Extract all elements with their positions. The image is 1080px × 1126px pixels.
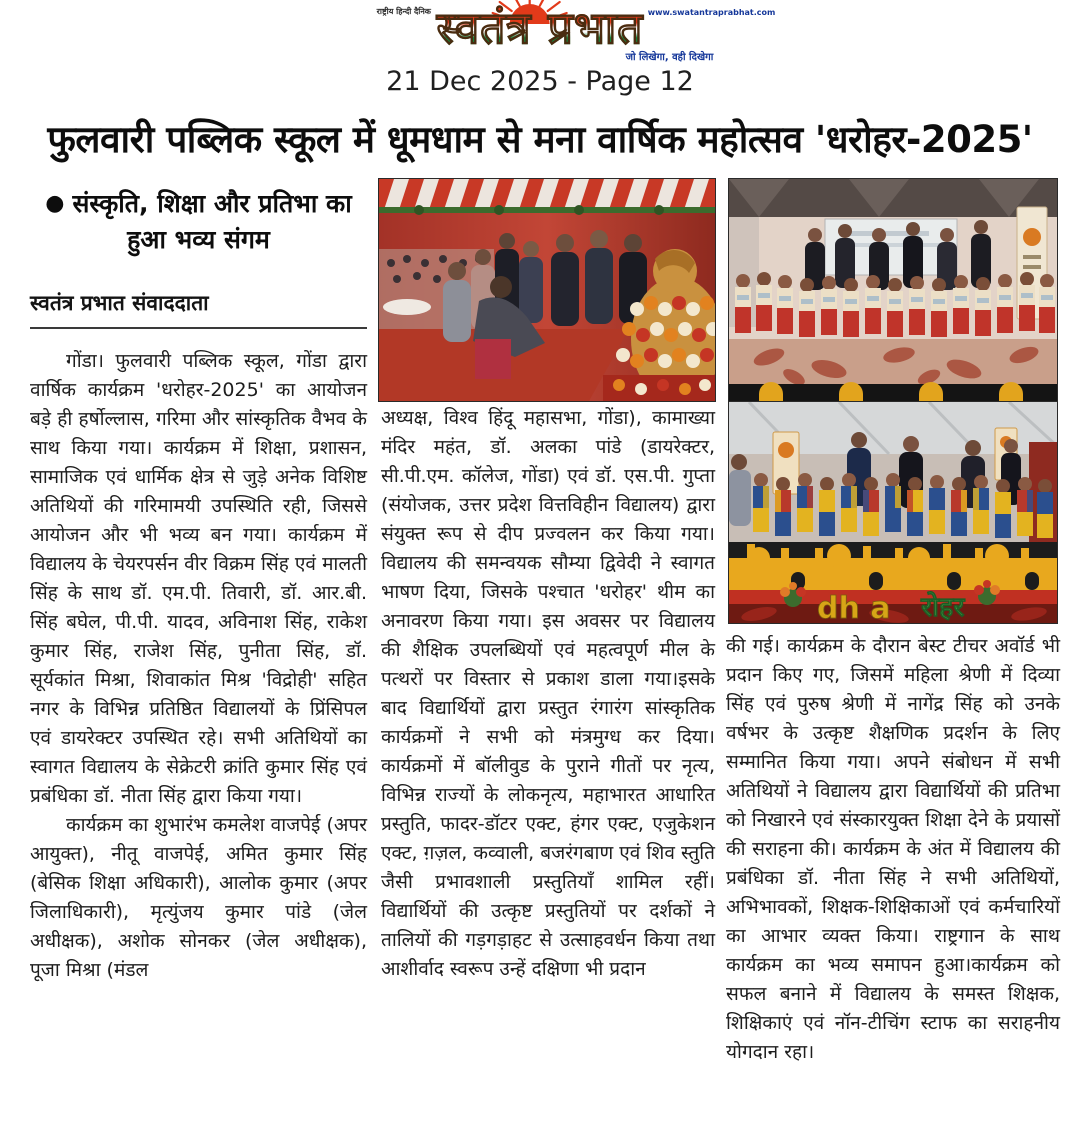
- subheadline-text: संस्कृति, शिक्षा और प्रतिभा का हुआ भव्य संगम: [72, 189, 352, 255]
- column-1: [30, 186, 367, 985]
- bullet-icon: ●: [45, 191, 65, 216]
- masthead: [0, 3, 1080, 98]
- stage-letters-devanagari: रोहर: [921, 592, 965, 623]
- body-paragraph: अध्यक्ष, विश्व हिंदू महासभा, गोंडा), कामाख्या मंदिर महंत, डॉ. अलका पांडे (डायरेक्टर, सी.पी.एम. कॉलेज, गोंडा) एवं डॉ. एस.पी. गुप्ता (संयोजक, उत्तर प्रदेश वित्तविहीन विद्यालय) द्वारा संयुक्त रूप से दीप प्रज्वलन कर किया गया।विद्यालय की समन्वयक सौम्या द्विवेदी ने स्वागत भाषण दिया, जिसके पश्चात 'धरोहर' थीम का अनावरण किया गया। इस अवसर पर विद्यालय की शैक्षिक उपलब्धियों एवं महत्वपूर्ण मील के पत्थरों पर विस्तार से प्रकाश डाला गया।इसके बाद विद्यार्थियों द्वारा प्रस्तुत रंगारंग सांस्कृतिक कार्यक्रमों ने सभी को मंत्रमुग्ध कर दिया। कार्यक्रमों में बॉलीवुड के पुराने गीतों पर नृत्य, विभिन्न राज्यों के लोकनृत्य, महाभारत आधारित प्रस्तुति, फादर-डॉटर एक्ट, हंगर एक्ट, एजुकेशन एक्ट, ग़ज़ल, कव्वाली, बजरंगबाण एवं शिव स्तुति जैसी प्रभावशाली प्रस्तुतियाँ शामिल रहीं। विद्यार्थियों की उत्कृष्ट प्रस्तुतियों पर दर्शकों ने तालियों की गड़गड़ाहट से उत्साहवर्धन किया तथा आशीर्वाद स्वरूप उन्हें दक्षिणा भी प्रदान: [381, 407, 715, 980]
- article-byline: स्वतंत्र प्रभात संवाददाता: [30, 289, 367, 329]
- masthead-tagline: जो लिखेगा, वही दिखेगा: [625, 52, 714, 64]
- article-subheadline: [30, 186, 367, 259]
- article-headline: फुलवारी पब्लिक स्कूल में धूमधाम से मना वार्षिक महोत्सव 'धरोहर-2025': [47, 118, 1033, 161]
- masthead-website: www.swatantraprabhat.com: [647, 8, 776, 17]
- stage-letters-latin: dh a: [817, 591, 891, 623]
- photo-children-red-costumes-stage: [728, 178, 1058, 402]
- newspaper-title: स्वतंत्र प्रभात: [436, 3, 644, 54]
- body-paragraph: कार्यक्रम का शुभारंभ कमलेश वाजपेई (अपर आयुक्त), नीतू वाजपेई, अमित कुमार सिंह (बेसिक शिक्षा अधिकारी), आलोक कुमार (अपर जिलाधिकारी), मृत्युंजय कुमार पांडे (जेल अधीक्षक), अशोक सोनकर (जेल अधीक्षक), पूजा मिश्रा (मंडल: [30, 813, 367, 981]
- photo-dharohar-stage-children: [728, 401, 1058, 624]
- masthead-edition-label: राष्ट्रीय हिन्दी दैनिक: [376, 7, 431, 16]
- photo-lamp-lighting-ceremony: [378, 178, 716, 402]
- body-paragraph: की गई। कार्यक्रम के दौरान बेस्ट टीचर अवॉर्ड भी प्रदान किए गए, जिसमें महिला श्रेणी में दिव्या सिंह एवं पुरुष श्रेणी में नागेंद्र सिंह को उनके वर्षभर के उत्कृष्ट शैक्षणिक प्रदर्शन के लिए सम्मानित किया गया। अपने संबोधन में सभी अतिथियों ने विद्यालय द्वारा विद्यार्थियों की प्रतिभा को निखारने एवं संस्कारयुक्त शिक्षा देने के प्रयासों की सराहना की। कार्यक्रम के अंत में विद्यालय की प्रबंधिका डॉ. नीता सिंह ने सभी अतिथियों, अभिभावकों, शिक्षक-शिक्षिकाओं एवं कर्मचारियों का आभार व्यक्त किया। राष्ट्रगान के साथ कार्यक्रम का भव्य समापन हुआ।कार्यक्रम को सफल बनाने में विद्यालय के समस्त शिक्षक, शिक्षिकाएं एवं नॉन-टीचिंग स्टाफ का सराहनीय योगदान रहा।: [726, 635, 1060, 1063]
- column-3: [726, 632, 1060, 1067]
- masthead-logo: [376, 3, 776, 64]
- body-paragraph: गोंडा। फुलवारी पब्लिक स्कूल, गोंडा द्वारा वार्षिक कार्यक्रम 'धरोहर-2025' का आयोजन बड़े ही हर्षोल्लास, गरिमा और सांस्कृतिक वैभव के साथ किया गया। कार्यक्रम में शिक्षा, प्रशासन, सामाजिक एवं धार्मिक क्षेत्र से जुड़े अनेक विशिष्ट अतिथियों की गरिमामयी उपस्थिति रही, जिससे आयोजन और भी भव्य बन गया। कार्यक्रम में विद्यालय के चेयरपर्सन वीर विक्रम सिंह एवं मालती सिंह के साथ डॉ. एम.पी. तिवारी, डॉ. आर.बी. सिंह बघेल, पी.पी. यादव, अविनाश सिंह, राकेश कुमार सिंह, राजेश सिंह, पुनीता सिंह, डॉ. सूर्यकांत मिश्रा, शिवाकांत मिश्र 'विद्रोही' सहित नगर के विभिन्न प्रतिष्ठित विद्यालयों के प्रिंसिपल एवं डायरेक्टर उपस्थित रहे। सभी अतिथियों का स्वागत विद्यालय के सेक्रेटरी क्रांति कुमार सिंह एवं प्रबंधिका डॉ. नीता सिंह द्वारा किया गया।: [30, 349, 367, 807]
- date-page-line: 21 Dec 2025 - Page 12: [386, 66, 694, 98]
- column-2: [381, 404, 715, 984]
